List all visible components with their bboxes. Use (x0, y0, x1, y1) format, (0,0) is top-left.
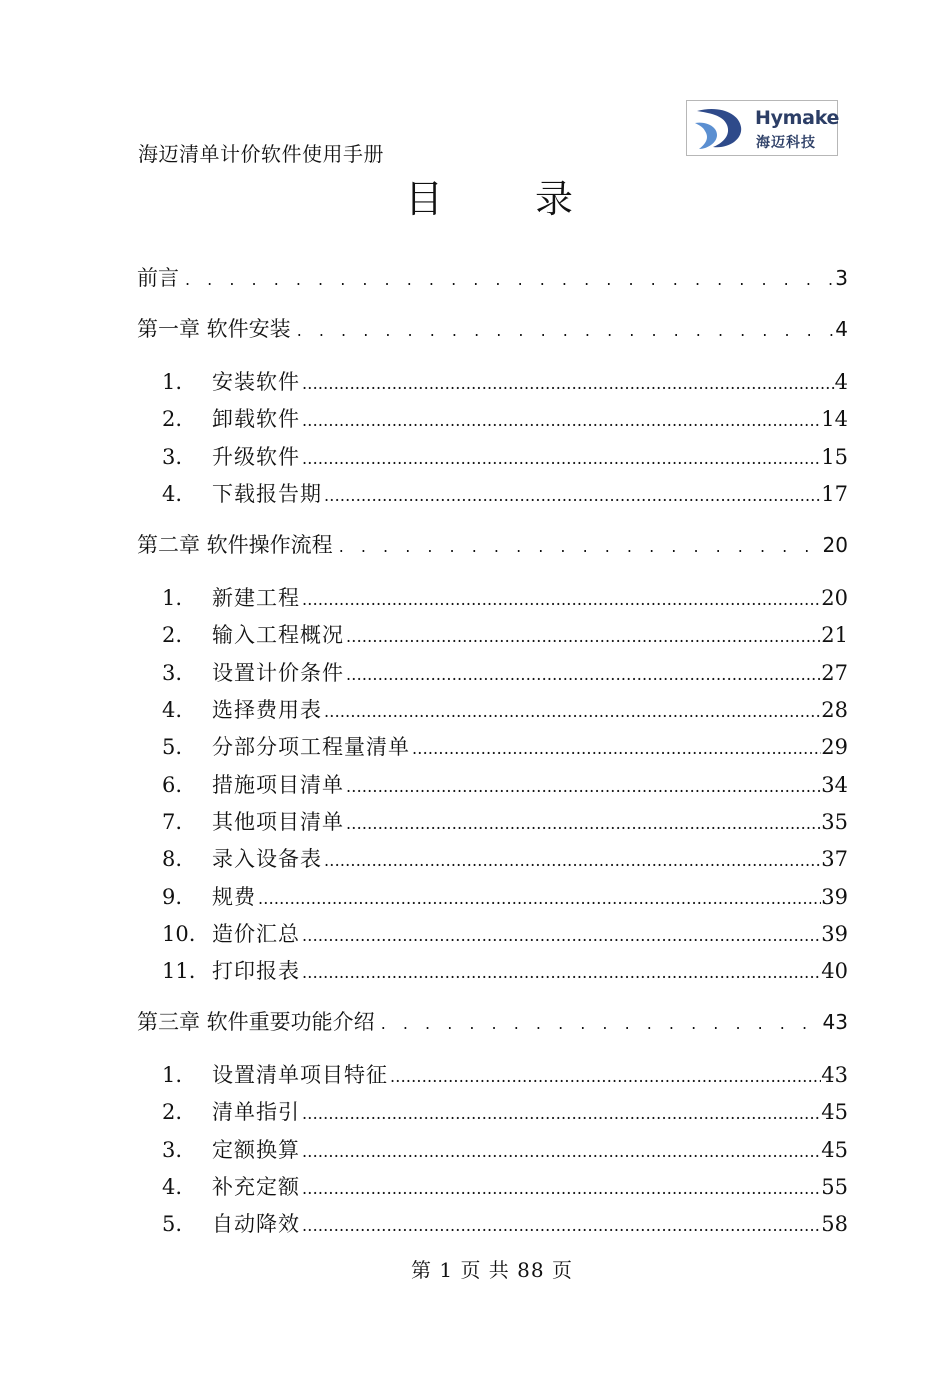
toc-dot-leader (344, 814, 821, 833)
toc-entry-title: 打印报表 (212, 959, 300, 983)
toc-page-number: 43 (821, 1063, 848, 1087)
logo-brand-cn-text: 海迈科技 (756, 135, 816, 151)
toc-entry-number: 2. (162, 623, 183, 647)
toc-section-entry[interactable] (162, 1171, 848, 1201)
toc-dot-leader (375, 1014, 823, 1033)
toc-chapter-entry[interactable] (137, 262, 848, 292)
toc-section-entry[interactable] (162, 441, 848, 471)
toc-dot-leader (300, 411, 821, 430)
toc-entry-number: 5. (162, 735, 183, 759)
toc-entry-title: 其他项目清单 (212, 810, 344, 834)
toc-dot-leader (388, 1067, 821, 1086)
toc-section-entry[interactable] (162, 1208, 848, 1238)
toc-page-number: 34 (821, 773, 848, 797)
toc-entry-number: 2. (162, 1100, 183, 1124)
toc-section-entry[interactable] (162, 918, 848, 948)
toc-entry-number: 3. (162, 1138, 183, 1162)
toc-entry-title: 规费 (212, 885, 256, 909)
hymake-swirl-icon (689, 103, 751, 155)
toc-dot-leader (322, 851, 821, 870)
toc-page-number: 35 (821, 810, 848, 834)
toc-section-entry[interactable] (162, 366, 848, 396)
toc-dot-leader (300, 1179, 821, 1198)
toc-page-number: 17 (821, 482, 848, 506)
toc-page-number: 37 (821, 847, 848, 871)
toc-chapter-entry[interactable] (137, 529, 848, 559)
toc-entry-title: 补充定额 (212, 1175, 300, 1199)
toc-entry-title: 造价汇总 (212, 922, 300, 946)
toc-entry-title: 输入工程概况 (212, 623, 344, 647)
toc-dot-leader (300, 590, 821, 609)
toc-dot-leader (344, 627, 821, 646)
toc-dot-leader (300, 1142, 821, 1161)
toc-entry-title: 定额换算 (212, 1138, 300, 1162)
toc-page-number: 27 (821, 661, 848, 685)
toc-chapter-entry[interactable] (137, 1006, 848, 1036)
toc-section-entry[interactable] (162, 769, 848, 799)
toc-page-number: 20 (822, 533, 848, 557)
toc-dot-leader (333, 537, 823, 556)
toc-entry-title: 安装软件 (212, 370, 300, 394)
toc-entry-number: 1. (162, 370, 183, 394)
page-header: 海迈清单计价软件使用手册 (138, 142, 384, 166)
toc-entry-number: 7. (162, 810, 183, 834)
toc-section-entry[interactable] (162, 881, 848, 911)
toc-dot-leader (322, 486, 821, 505)
toc-entry-title: 录入设备表 (212, 847, 322, 871)
toc-entry-title: 新建工程 (212, 586, 300, 610)
toc-chapter-entry[interactable] (137, 313, 848, 343)
toc-entry-number: 11. (162, 959, 196, 983)
toc-section-entry[interactable] (162, 1134, 848, 1164)
toc-entry-number: 3. (162, 661, 183, 685)
toc-entry-title: 自动降效 (212, 1212, 300, 1236)
toc-entry-number: 10. (162, 922, 196, 946)
toc-section-entry[interactable] (162, 843, 848, 873)
toc-entry-title: 分部分项工程量清单 (212, 735, 410, 759)
toc-entry-number: 8. (162, 847, 183, 871)
toc-title: 目 录 (404, 177, 614, 221)
toc-page-number: 3 (835, 266, 848, 290)
toc-entry-title: 卸载软件 (212, 407, 300, 431)
toc-entry-title: 设置清单项目特征 (212, 1063, 388, 1087)
toc-page-number: 40 (821, 959, 848, 983)
toc-entry-title: 措施项目清单 (212, 773, 344, 797)
toc-page-number: 15 (821, 445, 848, 469)
toc-page-number: 39 (821, 922, 848, 946)
toc-entry-title: 第二章 软件操作流程 (137, 533, 333, 557)
toc-dot-leader (344, 665, 821, 684)
toc-dot-leader (300, 926, 821, 945)
toc-entry-title: 选择费用表 (212, 698, 322, 722)
logo-brand-text: Hymake (755, 107, 840, 129)
toc-dot-leader (410, 739, 821, 758)
toc-page-number: 21 (821, 623, 848, 647)
toc-entry-number: 4. (162, 698, 183, 722)
toc-page-number: 43 (822, 1010, 848, 1034)
toc-section-entry[interactable] (162, 619, 848, 649)
toc-entry-title: 设置计价条件 (212, 661, 344, 685)
toc-dot-leader (300, 1104, 821, 1123)
toc-section-entry[interactable] (162, 657, 848, 687)
toc-section-entry[interactable] (162, 478, 848, 508)
toc-page-number: 39 (821, 885, 848, 909)
toc-section-entry[interactable] (162, 1059, 848, 1089)
toc-dot-leader (344, 777, 821, 796)
toc-page-number: 4 (835, 317, 848, 341)
toc-page-number: 55 (821, 1175, 848, 1199)
toc-entry-number: 3. (162, 445, 183, 469)
toc-page-number: 4 (834, 370, 848, 394)
toc-entry-number: 4. (162, 1175, 183, 1199)
toc-dot-leader (322, 702, 821, 721)
toc-page-number: 45 (821, 1100, 848, 1124)
toc-dot-leader (179, 270, 835, 289)
page-footer: 第 1 页 共 88 页 (411, 1258, 573, 1282)
toc-entry-number: 6. (162, 773, 183, 797)
toc-page-number: 14 (821, 407, 848, 431)
toc-section-entry[interactable] (162, 403, 848, 433)
company-logo (686, 100, 838, 156)
toc-page-number: 29 (821, 735, 848, 759)
toc-page-number: 20 (821, 586, 848, 610)
toc-dot-leader (300, 1216, 821, 1235)
toc-page-number: 45 (821, 1138, 848, 1162)
toc-dot-leader (300, 449, 821, 468)
toc-entry-number: 4. (162, 482, 183, 506)
toc-dot-leader (291, 321, 836, 340)
toc-entry-number: 5. (162, 1212, 183, 1236)
toc-entry-title: 清单指引 (212, 1100, 300, 1124)
toc-section-entry[interactable] (162, 731, 848, 761)
toc-section-entry[interactable] (162, 582, 848, 612)
toc-entry-number: 1. (162, 1063, 183, 1087)
toc-section-entry[interactable] (162, 806, 848, 836)
toc-section-entry[interactable] (162, 694, 848, 724)
toc-dot-leader (300, 963, 821, 982)
toc-entry-title: 第三章 软件重要功能介绍 (137, 1010, 375, 1034)
toc-entry-title: 前言 (137, 266, 179, 290)
toc-dot-leader (300, 374, 835, 393)
toc-entry-number: 2. (162, 407, 183, 431)
toc-page-number: 58 (821, 1212, 848, 1236)
toc-entry-title: 第一章 软件安装 (137, 317, 291, 341)
toc-dot-leader (256, 889, 821, 908)
toc-section-entry[interactable] (162, 955, 848, 985)
toc-page-number: 28 (821, 698, 848, 722)
toc-entry-number: 9. (162, 885, 183, 909)
toc-entry-number: 1. (162, 586, 183, 610)
toc-section-entry[interactable] (162, 1096, 848, 1126)
toc-entry-title: 升级软件 (212, 445, 300, 469)
toc-entry-title: 下载报告期 (212, 482, 322, 506)
